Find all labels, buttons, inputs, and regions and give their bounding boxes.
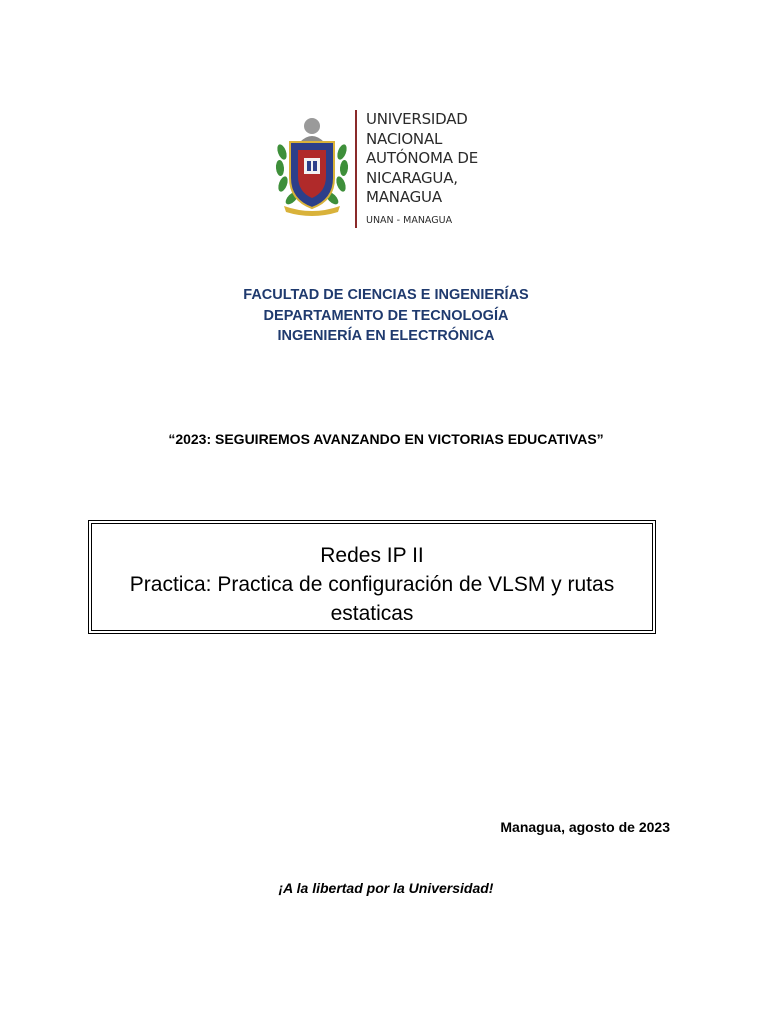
program-name: INGENIERÍA EN ELECTRÓNICA (277, 328, 495, 344)
university-name-line: NACIONAL (366, 129, 443, 148)
place-date: Managua, agosto de 2023 (500, 819, 670, 835)
department-name: DEPARTAMENTO DE TECNOLOGÍA (263, 307, 509, 324)
university-seal-icon (274, 112, 350, 216)
course-title: Redes IP II (320, 544, 424, 567)
university-name-line: MANAGUA (366, 188, 442, 206)
practice-title-continued: estaticas (330, 602, 414, 625)
year-motto: “2023: SEGUIREMOS AVANZANDO EN VICTORIAS EDUCATIVAS” (168, 431, 604, 447)
university-name (366, 110, 506, 208)
practice-title: Practica: Practica de configuración de VLSM y rutas (129, 573, 615, 596)
university-name-line: AUTÓNOMA DE (366, 149, 479, 167)
university-abbreviation: UNAN - MANAGUA (366, 215, 453, 226)
title-box (88, 520, 656, 634)
logo-divider (355, 110, 357, 228)
closing-motto: ¡A la libertad por la Universidad! (278, 880, 494, 896)
title-box-inner (91, 523, 653, 631)
university-logo (274, 108, 504, 232)
faculty-name: FACULTAD DE CIENCIAS E INGENIERÍAS (243, 287, 529, 303)
university-name-line: UNIVERSIDAD (366, 110, 468, 128)
university-name-line: NICARAGUA, (366, 168, 458, 187)
institution-block (0, 285, 768, 347)
